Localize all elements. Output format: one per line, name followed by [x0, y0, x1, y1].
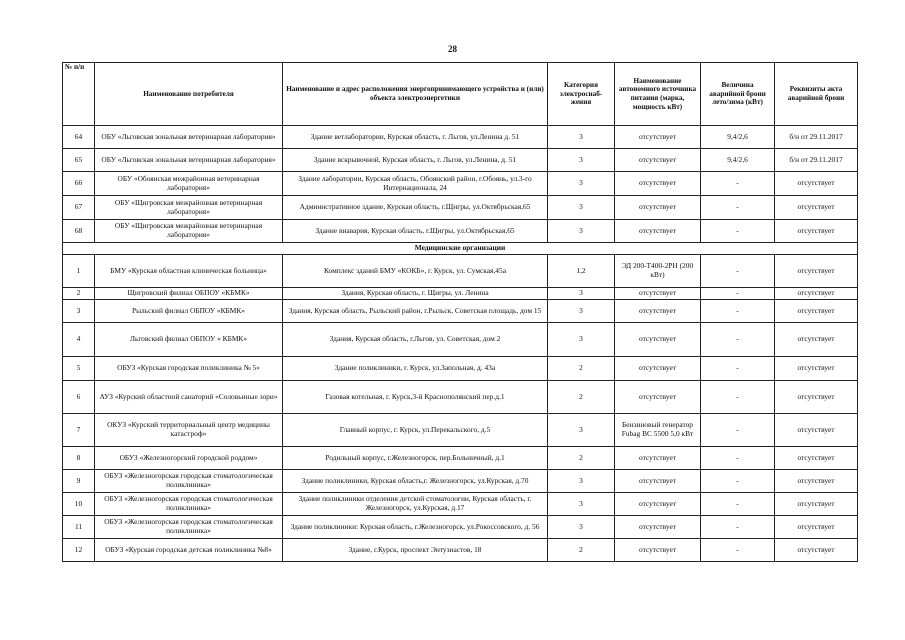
cell-consumer: ОБУЗ «Железногорская городская стоматологическая поликлиника»	[95, 516, 283, 539]
cell-reserve: -	[701, 300, 775, 323]
cell-source: ЭД 200-Т400-2РН (200 кВт)	[615, 255, 701, 288]
cell-act: отсутствует	[775, 357, 858, 381]
header-source: Наименование автономного источника питания (марка, мощность кВт)	[615, 63, 701, 126]
cell-category: 3	[548, 414, 615, 447]
cell-reserve: -	[701, 381, 775, 414]
cell-address: Здание лаборатории, Курская область, Обоянский район, г.Обоянь, ул.3-го Интернационала, 24	[283, 172, 548, 196]
cell-address: Главный корпус, г. Курск, ул.Перекальского, д.5	[283, 414, 548, 447]
section-row	[63, 243, 858, 255]
cell-address: Здания, Курская область, Рыльский район, г.Рыльск, Советская площадь, дом 15	[283, 300, 548, 323]
cell-act: отсутствует	[775, 220, 858, 243]
cell-source: отсутствует	[615, 288, 701, 300]
cell-act: б/н от 29.11.2017	[775, 149, 858, 172]
cell-act: отсутствует	[775, 516, 858, 539]
section-block	[63, 243, 858, 255]
cell-consumer: ОБУЗ «Железногорский городской роддом»	[95, 447, 283, 470]
cell-address: Административное здание, Курская область, г.Щигры, ул.Октябрьская,65	[283, 196, 548, 220]
table-row	[63, 516, 858, 539]
cell-consumer: ОБУЗ «Железногорская городская стоматологическая поликлиника»	[95, 470, 283, 493]
table-row	[63, 539, 858, 562]
cell-source: отсутствует	[615, 300, 701, 323]
cell-reserve: -	[701, 447, 775, 470]
cell-address: Здание поликлиники: Курская область, г.Железногорск, ул.Рокоссовского, д. 56	[283, 516, 548, 539]
cell-address: Родильный корпус, г.Железногорск, пер.Больничный, д.1	[283, 447, 548, 470]
table-row	[63, 323, 858, 357]
section-title: Медицинские организации	[63, 243, 858, 255]
table-row	[63, 288, 858, 300]
cell-category: 3	[548, 172, 615, 196]
table-row	[63, 255, 858, 288]
cell-act: отсутствует	[775, 470, 858, 493]
cell-num: 3	[63, 300, 95, 323]
cell-num: 7	[63, 414, 95, 447]
cell-act: отсутствует	[775, 172, 858, 196]
cell-num: 4	[63, 323, 95, 357]
cell-num: 65	[63, 149, 95, 172]
cell-consumer: ОБУ «Щигровская межрайонная ветеринарная лаборатория»	[95, 220, 283, 243]
cell-act: отсутствует	[775, 414, 858, 447]
cell-num: 9	[63, 470, 95, 493]
cell-num: 6	[63, 381, 95, 414]
cell-num: 5	[63, 357, 95, 381]
cell-source: отсутствует	[615, 172, 701, 196]
cell-num: 12	[63, 539, 95, 562]
table-row	[63, 300, 858, 323]
cell-source: отсутствует	[615, 323, 701, 357]
cell-source: отсутствует	[615, 126, 701, 149]
cell-consumer: ОБУ «Льговская зональная ветеринарная лаборатория»	[95, 149, 283, 172]
cell-consumer: АУЗ «Курский областной санаторий «Соловьиные зори»	[95, 381, 283, 414]
header-address: Наименование и адрес расположения энергопринимающего устройства и (или) объекта электроэнергетики	[283, 63, 548, 126]
cell-category: 3	[548, 470, 615, 493]
table-row	[63, 357, 858, 381]
cell-category: 2	[548, 381, 615, 414]
cell-category: 2	[548, 539, 615, 562]
cell-source: отсутствует	[615, 493, 701, 516]
cell-num: 67	[63, 196, 95, 220]
cell-num: 66	[63, 172, 95, 196]
cell-consumer: ОБУ «Щигровская межрайонная ветеринарная лаборатория»	[95, 196, 283, 220]
header-consumer: Наименование потребителя	[95, 63, 283, 126]
cell-num: 64	[63, 126, 95, 149]
cell-address: Здание виавария, Курская область, г.Щигры, ул.Октябрьская,65	[283, 220, 548, 243]
cell-act: отсутствует	[775, 255, 858, 288]
cell-reserve: -	[701, 470, 775, 493]
cell-reserve: -	[701, 220, 775, 243]
cell-address: Здание, г.Курск, проспект Энтузиастов, 18	[283, 539, 548, 562]
table-row	[63, 149, 858, 172]
table-row	[63, 381, 858, 414]
table-header-row	[63, 63, 858, 126]
cell-reserve: -	[701, 516, 775, 539]
cell-num: 68	[63, 220, 95, 243]
cell-category: 3	[548, 493, 615, 516]
cell-category: 1,2	[548, 255, 615, 288]
cell-consumer: ОБУЗ «Курская городская поликлиника № 5»	[95, 357, 283, 381]
cell-num: 11	[63, 516, 95, 539]
cell-consumer: ОБУЗ «Курская городская детская поликлиника №8»	[95, 539, 283, 562]
cell-act: отсутствует	[775, 288, 858, 300]
cell-consumer: Рыльский филиал ОБПОУ «КБМК»	[95, 300, 283, 323]
cell-category: 2	[548, 447, 615, 470]
cell-act: отсутствует	[775, 196, 858, 220]
cell-reserve: -	[701, 323, 775, 357]
cell-num: 10	[63, 493, 95, 516]
cell-act: отсутствует	[775, 493, 858, 516]
cell-address: Здание ветлаборатории, Курская область, г. Льгов, ул.Ленина д. 51	[283, 126, 548, 149]
cell-address: Здания, Курская область, г.Льгов, ул. Советская, дом 2	[283, 323, 548, 357]
cell-category: 3	[548, 288, 615, 300]
cell-address: Здание поликлиники отделения детской стоматологии, Курская область, г. Железногорск, ул.Курская, д.17	[283, 493, 548, 516]
cell-act: б/н от 29.11.2017	[775, 126, 858, 149]
cell-address: Комплекс зданий БМУ «КОКБ», г. Курск, ул. Сумская,45а	[283, 255, 548, 288]
cell-source: отсутствует	[615, 539, 701, 562]
cell-act: отсутствует	[775, 323, 858, 357]
page-number: 28	[448, 44, 457, 54]
cell-source: отсутствует	[615, 196, 701, 220]
header-act: Реквизиты акта аварийной брони	[775, 63, 858, 126]
cell-source: отсутствует	[615, 447, 701, 470]
cell-consumer: ОКУЗ «Курский территориальный центр медицины катастроф»	[95, 414, 283, 447]
cell-consumer: ОБУЗ «Железногорская городская стоматологическая поликлиника»	[95, 493, 283, 516]
cell-reserve: 9,4/2,6	[701, 126, 775, 149]
cell-act: отсутствует	[775, 539, 858, 562]
cell-reserve: -	[701, 414, 775, 447]
cell-consumer: Щигровский филиал ОБПОУ «КБМК»	[95, 288, 283, 300]
cell-category: 3	[548, 516, 615, 539]
cell-address: Здания, Курская область, г. Щигры, ул. Ленина	[283, 288, 548, 300]
cell-address: Здание поликлиники, Курская область,г. Железногорск, ул.Курская, д.70	[283, 470, 548, 493]
cell-source: отсутствует	[615, 220, 701, 243]
table-row	[63, 414, 858, 447]
cell-consumer: БМУ «Курская областная клиническая больница»	[95, 255, 283, 288]
cell-address: Здание поликлиники, г. Курск, ул.Запольная, д. 43а	[283, 357, 548, 381]
cell-num: 1	[63, 255, 95, 288]
cell-source: отсутствует	[615, 381, 701, 414]
table-row	[63, 126, 858, 149]
header-number: № п/п	[63, 63, 95, 126]
cell-address: Газовая котельная, г. Курск,3-й Краснополянский пер.д.1	[283, 381, 548, 414]
vet-rows	[63, 126, 858, 243]
cell-category: 3	[548, 196, 615, 220]
cell-reserve: -	[701, 288, 775, 300]
cell-reserve: -	[701, 255, 775, 288]
medical-rows	[63, 255, 858, 562]
cell-category: 3	[548, 126, 615, 149]
cell-source: отсутствует	[615, 357, 701, 381]
header-reserve: Величина аварийной брони лето/зима (кВт)	[701, 63, 775, 126]
cell-source: отсутствует	[615, 149, 701, 172]
table-row	[63, 470, 858, 493]
cell-source: отсутствует	[615, 470, 701, 493]
cell-num: 2	[63, 288, 95, 300]
cell-category: 3	[548, 323, 615, 357]
cell-act: отсутствует	[775, 300, 858, 323]
cell-reserve: -	[701, 493, 775, 516]
table-row	[63, 447, 858, 470]
cell-category: 3	[548, 149, 615, 172]
cell-category: 2	[548, 357, 615, 381]
table-row	[63, 493, 858, 516]
cell-address: Здание вскрывочной, Курская область, г. Льгов, ул.Ленина, д. 51	[283, 149, 548, 172]
cell-source: Бензиновый генератор Fubag BC 5500 5,0 кВт	[615, 414, 701, 447]
cell-source: отсутствует	[615, 516, 701, 539]
cell-act: отсутствует	[775, 381, 858, 414]
cell-reserve: -	[701, 172, 775, 196]
cell-consumer: Льговский филиал ОБПОУ « КБМК»	[95, 323, 283, 357]
cell-reserve: -	[701, 357, 775, 381]
cell-consumer: ОБУ «Обоянская межрайонная ветеринарная лаборатория»	[95, 172, 283, 196]
cell-reserve: 9,4/2,6	[701, 149, 775, 172]
cell-category: 3	[548, 220, 615, 243]
table-row	[63, 172, 858, 196]
table-row	[63, 220, 858, 243]
cell-reserve: -	[701, 196, 775, 220]
header-category: Категория электроснаб-жения	[548, 63, 615, 126]
cell-reserve: -	[701, 539, 775, 562]
cell-consumer: ОБУ «Льговская зональная ветеринарная лаборатория»	[95, 126, 283, 149]
reserve-table	[62, 62, 858, 562]
cell-category: 3	[548, 300, 615, 323]
table-row	[63, 196, 858, 220]
cell-act: отсутствует	[775, 447, 858, 470]
cell-num: 8	[63, 447, 95, 470]
